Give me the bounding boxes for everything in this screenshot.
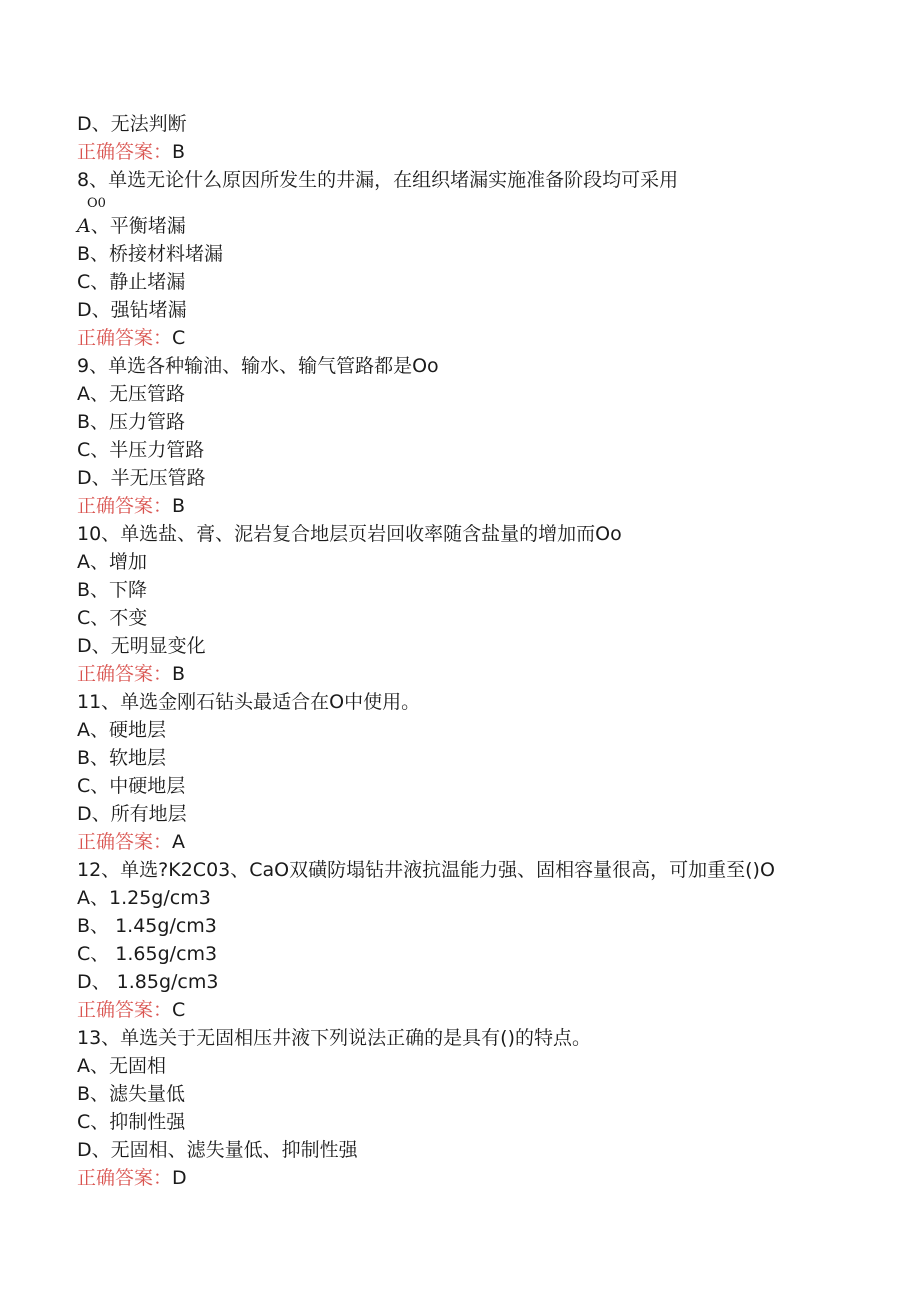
q13-option-c: C、抑制性强 [77,1111,186,1133]
q12-stem: 12、单选?K2C03、CaO双磺防塌钻井液抗温能力强、固相容量很高，可加重至()O [77,859,775,881]
answer-value: C [172,327,186,349]
q12-option-d: D、 1.85g∕cm3 [77,971,219,993]
q10-answer [77,660,897,688]
q13-option-b: B、滤失量低 [77,1083,186,1105]
q7-answer [77,138,897,166]
q10-option-a: A、增加 [77,551,147,573]
answer-label: 正确答案： [77,831,173,853]
answer-value: B [172,495,186,517]
answer-value: B [172,141,186,163]
q10-stem: 10、单选盐、膏、泥岩复合地层页岩回收率随含盐量的增加而Oo [77,523,622,545]
q9-option-b: B、压力管路 [77,411,186,433]
q10-option-c: C、不变 [77,607,148,629]
q10-option-b: B、下降 [77,579,148,601]
q9-option-c: C、半压力管路 [77,439,205,461]
q11-option-b: B、软地层 [77,747,167,769]
answer-value: A [172,831,186,853]
answer-label: 正确答案： [77,1167,173,1189]
q8-answer [77,324,897,352]
option-text: 、平衡堵漏 [90,215,186,237]
q9-stem: 9、单选各种输油、输水、输气管路都是Oo [77,355,439,377]
q11-stem: 11、单选金刚石钻头最适合在O中使用。 [77,691,421,713]
q12-option-a: A、1.25g∕cm3 [77,887,211,909]
q10-option-d: D、无明显变化 [77,635,206,657]
q13-option-d: D、无固相、滤失量低、抑制性强 [77,1139,358,1161]
answer-label: 正确答案： [77,141,173,163]
answer-value: D [172,1167,187,1189]
q8-option-a [77,212,897,240]
q8-option-c: C、静止堵漏 [77,271,186,293]
q11-answer [77,828,897,856]
q8-option-b: B、桥接材料堵漏 [77,243,224,265]
q7-option-d: D、无法判断 [77,113,187,135]
q12-option-b: B、 1.45g∕cm3 [77,915,217,937]
q9-answer [77,492,897,520]
q13-stem: 13、单选关于无固相压井液下列说法正确的是具有()的特点。 [77,1027,592,1049]
document-page [77,110,897,1192]
q9-option-d: D、半无压管路 [77,467,206,489]
q11-option-c: C、中硬地层 [77,775,186,797]
q8-option-d: D、强钻堵漏 [77,299,187,321]
q13-option-a: A、无固相 [77,1055,166,1077]
answer-label: 正确答案： [77,495,173,517]
answer-value: C [172,999,186,1021]
q12-option-c: C、 1.65g∕cm3 [77,943,218,965]
answer-label: 正确答案： [77,327,173,349]
answer-label: 正确答案： [77,999,173,1021]
option-letter: A [77,215,91,237]
answer-value: B [172,663,186,685]
q13-answer [77,1164,897,1192]
q11-option-a: A、硬地层 [77,719,166,741]
answer-label: 正确答案： [77,663,173,685]
q8-stem: 8、单选无论什么原因所发生的井漏，在组织堵漏实施准备阶段均可采用 [77,169,679,191]
q8-stem-tail: O0 [87,196,106,211]
q9-option-a: A、无压管路 [77,383,185,405]
q11-option-d: D、所有地层 [77,803,187,825]
q12-answer [77,996,897,1024]
